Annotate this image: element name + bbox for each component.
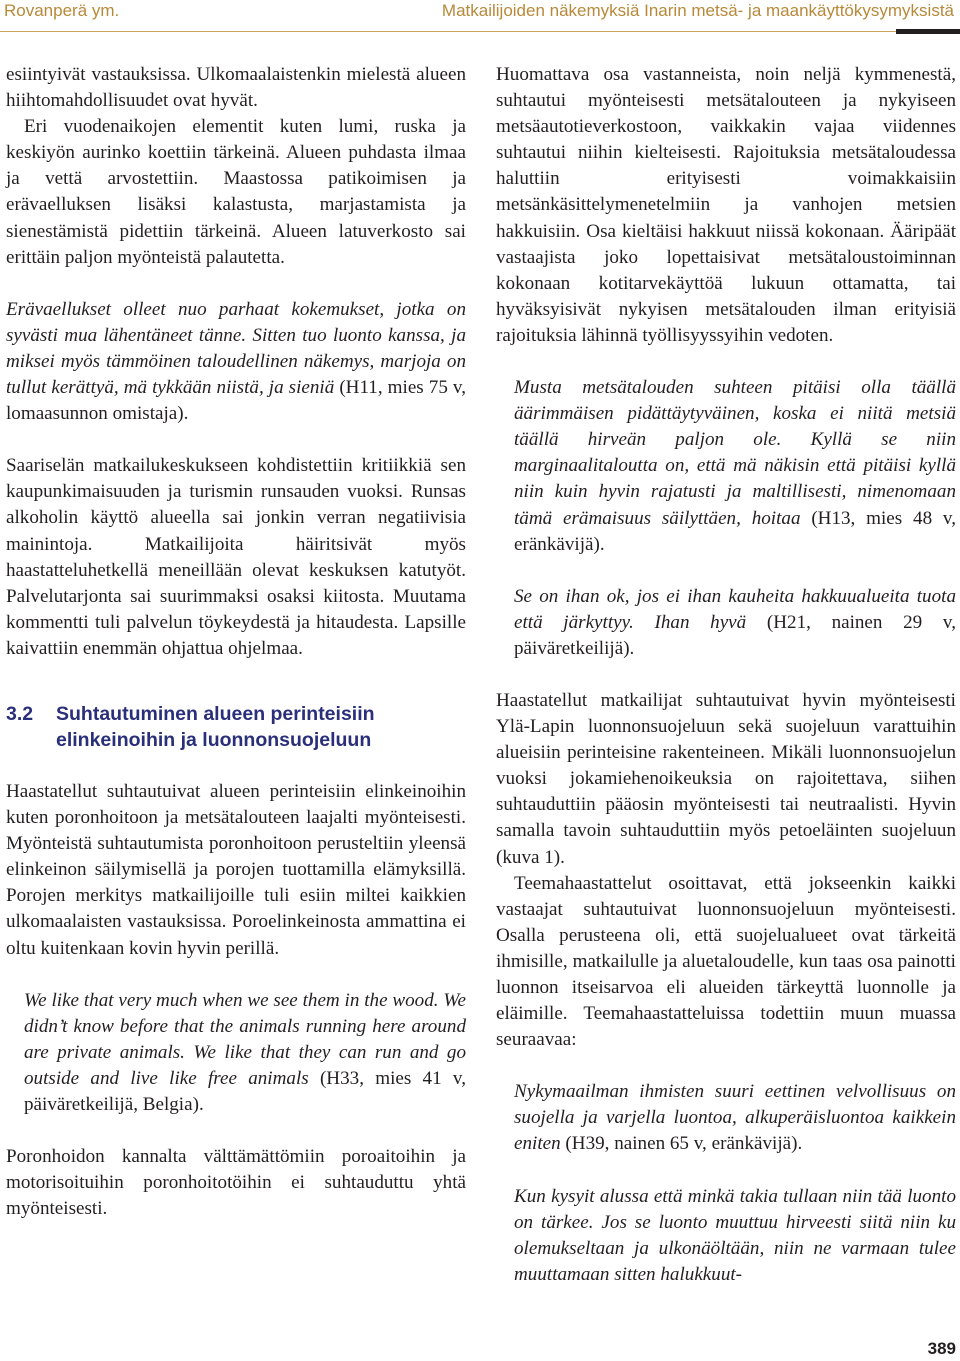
quote (496, 1079, 956, 1157)
section-title: Suhtautuminen alueen perinteisiin elinkeinoihin ja luonnonsuojeluun (56, 702, 375, 751)
quote-source: (H13, mies 48 v, eränkävijä). (514, 507, 957, 555)
quote (496, 1184, 956, 1288)
paragraph: Haastatellut matkailijat suhtautuivat hyvin myönteisesti Ylä-Lapin luonnonsuojeluun sekä suojeluun varattuihin alueisiin perinteisine rakenteineen. Mikäli luonnonsuojelun vuoksi jokamiehenoikeuksia on rajoitettava, siihen suhtauduttiin pääosin myönteisesti tai neutraalisti. Hyvin samalla tavoin suhtauduttiin myös petoeläinten suojeluun (kuva 1). (496, 689, 956, 868)
quote-source: (H21, nainen 29 v, päiväretkeilijä). (514, 611, 956, 659)
quote (496, 375, 956, 558)
section-number: 3.2 (6, 702, 34, 725)
running-header (0, 0, 960, 34)
header-authors: Rovanperä ym. (4, 1, 120, 20)
left-column (6, 62, 466, 1222)
quote-text: Nykymaailman ihmisten suuri eettinen velvollisuus on suojella ja varjella luontoa, alkuperäisluontoa kaikkein eniten (514, 1081, 956, 1155)
paragraph: esiintyivät vastauksissa. Ulkomaalaistenkin mielestä alueen hiihtomahdollisuudet ovat hyvät. (6, 64, 466, 112)
quote (6, 988, 466, 1118)
quote-source: (H33, mies 41 v, päiväretkeilijä, Belgia). (24, 1067, 466, 1115)
section-heading (6, 701, 466, 753)
right-column (496, 62, 956, 1288)
header-rule (0, 31, 960, 32)
paragraph: Haastatellut suhtautuivat alueen perinteisiin elinkeinoihin kuten poronhoitoon ja metsätalouteen laajalti myönteisesti. Myönteistä suhtautumista poronhoitoon perusteltiin yleensä elinkeinon säilymisellä ja porojen tuottamilla elämyksillä. Porojen merkitys matkailijoille tuli esiin miltei kaikkien ulkomaalaisten vastauksissa. Poroelinkeinosta ammattina ei oltu kuitenkaan kovin hyvin perillä. (6, 780, 466, 959)
header-title: Matkailijoiden näkemyksiä Inarin metsä- ja maankäyttökysymyksistä (441, 1, 954, 20)
paragraph: Saariselän matkailukeskukseen kohdistettiin kritiikkiä sen kaupunkimaisuuden ja turismin runsauden vuoksi. Runsas alkoholin käyttö alueella sai jonkin verran negatiivisia mainintoja. Matkailijoita häiritsivät myös haastatteluhetkellä meneillään olevat keskuksen katutyöt. Palvelutarjonta sai suurimmaksi osaksi kiitosta. Muutama kommentti tuli palvelun töykeydestä ja hitaudesta. Lapsille kaivattiin enemmän ohjattua ohjelmaa. (6, 455, 466, 659)
quote-text: Se on ihan ok, jos ei ihan kauheita hakkuualueita tuota että järkyttyy. Ihan hyvä (514, 585, 956, 633)
quote-source: (H11, mies 75 v, lomaasunnon omistaja). (6, 377, 466, 425)
quote-text: Kun kysyit alussa että minkä takia tullaan niin tää luonto on tärkee. Jos se luonto muuttuu hirveesti siitä niin ku olemukseltaan ja ulkonäöltään, niin ne varmaan tulee muuttamaan sitten halukkuut- (514, 1185, 956, 1285)
paragraph: Eri vuodenaikojen elementit kuten lumi, ruska ja keskiyön aurinko koettiin tärkeinä. Alueen puhdasta ilmaa ja vettä arvostettiin. Maastossa patikoimisen ja erävaelluksen lisäksi kalastusta, marjastamista ja sienestämistä pidettiin tärkeinä. Alueen latuverkosto sai erittäin paljon myönteistä palautetta. (6, 116, 466, 268)
quote (6, 297, 466, 427)
paragraph: Huomattava osa vastanneista, noin neljä kymmenestä, suhtautui myönteisesti metsätalouteen ja nykyiseen metsäautotieverkostoon, vaikkakin vajaa viidennes suhtautui niihin kielteisesti. Rajoituksia metsätaloudessa haluttiin erityisesti voimakkaisiin metsänkäsittelymenetelmiin ja vanhojen metsien hakkuisiin. Osa kieltäisi hakkuut niissä kokonaan. Ääripäät vastaajista joko lopettaisivat metsätaloustoiminnan kokonaan kotitarvekäyttöä lukuun ottamatta, tai hyväksyisivät nykyisen metsätalouden ilman erityisiä rajoituksia lähinnä työllisyyssyihin vedoten. (496, 64, 956, 346)
quote-text: Erävaellukset olleet nuo parhaat kokemukset, jotka on syvästi mua lähentäneet tänne. Sitten tuo luonto kanssa, ja miksei myös tämmöinen taloudellinen näkemys, marjoja on tullut kerättyä, mä tykkään niistä, ja sieniä (6, 298, 466, 399)
paragraph: Poronhoidon kannalta välttämättömiin poroaitoihin ja motorisoituihin poronhoitotöihin ei suhtauduttu yhtä myönteisesti. (6, 1146, 466, 1220)
quote (496, 584, 956, 662)
paragraph: Teemahaastattelut osoittavat, että jokseenkin kaikki vastaajat suhtautuivat luonnonsuojeluun myönteisesti. Osalla perusteena oli, että suojelualueet ovat tärkeitä ihmisille, matkailulle ja aluetaloudelle, kun taas osa painotti luonnon itseisarvoa eli alueiden tärkeyttä luonnolle ja eläimille. Teemahaastatteluissa todettiin muun muassa seuraavaa: (496, 872, 956, 1051)
quote-text: Musta metsätalouden suhteen pitäisi olla täällä äärimmäisen pidättäytyväinen, koska ei niitä metsiä täällä hirveän paljon ole. Kyllä se niin marginaalitaloutta on, että mä näkisin että pitäisi kyllä niin kuin hyvin rajatusti ja maltillisesti, nimenomaan tämä erämaisuus säilyttäen, hoitaa (514, 377, 956, 529)
quote-source: (H39, nainen 65 v, eränkävijä). (560, 1133, 803, 1155)
page-number: 389 (927, 1339, 956, 1358)
quote-text: We like that very much when we see them in the wood. We didn’t know before that the animals running here around are private animals. We like that they can run and go outside and live like free animals (24, 989, 466, 1089)
header-bar (896, 29, 960, 34)
